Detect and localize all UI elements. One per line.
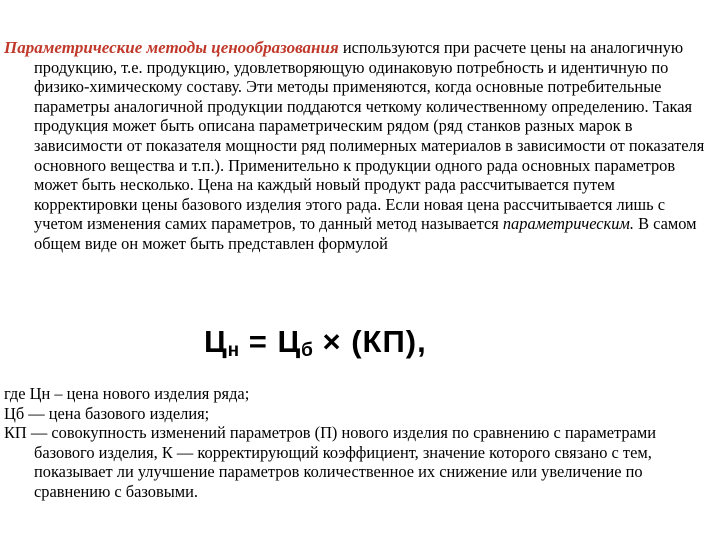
formula-equals: =	[239, 324, 278, 359]
definitions-list	[4, 384, 716, 502]
paragraph-text-part1: используются при расчете цены на аналогичную продукцию, т.е. продукцию, удовлетворяющую одинаковую потребность и идентичную по физико-химическому составу. Эти методы применяются, когда основные потребительные параметры аналогичной продукции поддаются четкому количественному определению. Такая продукция может быть описана параметрическим рядом (ряд станков разных марок в зависимости от показателя мощности ряд полимерных материалов в зависимости от показателя основного вещества и т.п.). Применительно к продукции одного рада основных параметров может быть несколько. Цена на каждый новый продукт рада рассчитывается путем корректировки цены базового изделия этого рада. Если новая цена рассчитывается лишь с учетом изменения самих параметров, то данный метод называется	[34, 38, 705, 234]
price-formula	[204, 322, 427, 371]
paragraph-text-part2: В самом общем виде он может быть представлен формулой	[34, 214, 697, 253]
definition-base-price: Цб — цена базового изделия;	[4, 403, 210, 423]
definition-parameter-changes: КП — совокупность изменений параметров (П) нового изделия по сравнению с параметрами базового изделия, К — корректирующий коэффициент, значение которого связано с тем, показывает ли улучшение параметров количественное их снижение или увеличение по сравнению с базовыми.	[4, 423, 656, 501]
formula-lhs-sub: н	[227, 340, 240, 361]
formula-base: Ц	[277, 324, 302, 359]
formula-lhs: Ц	[204, 324, 228, 359]
formula-base-sub: б	[301, 340, 313, 361]
formula-factor: (КП),	[351, 324, 427, 359]
term-parametric-methods: Параметрические методы ценообразования	[4, 38, 339, 57]
definition-new-price: где Цн – цена нового изделия ряда;	[4, 384, 250, 403]
formula-operator: ×	[312, 324, 352, 359]
italic-term-parametric: параметрическим.	[502, 214, 634, 234]
main-paragraph	[4, 38, 716, 254]
